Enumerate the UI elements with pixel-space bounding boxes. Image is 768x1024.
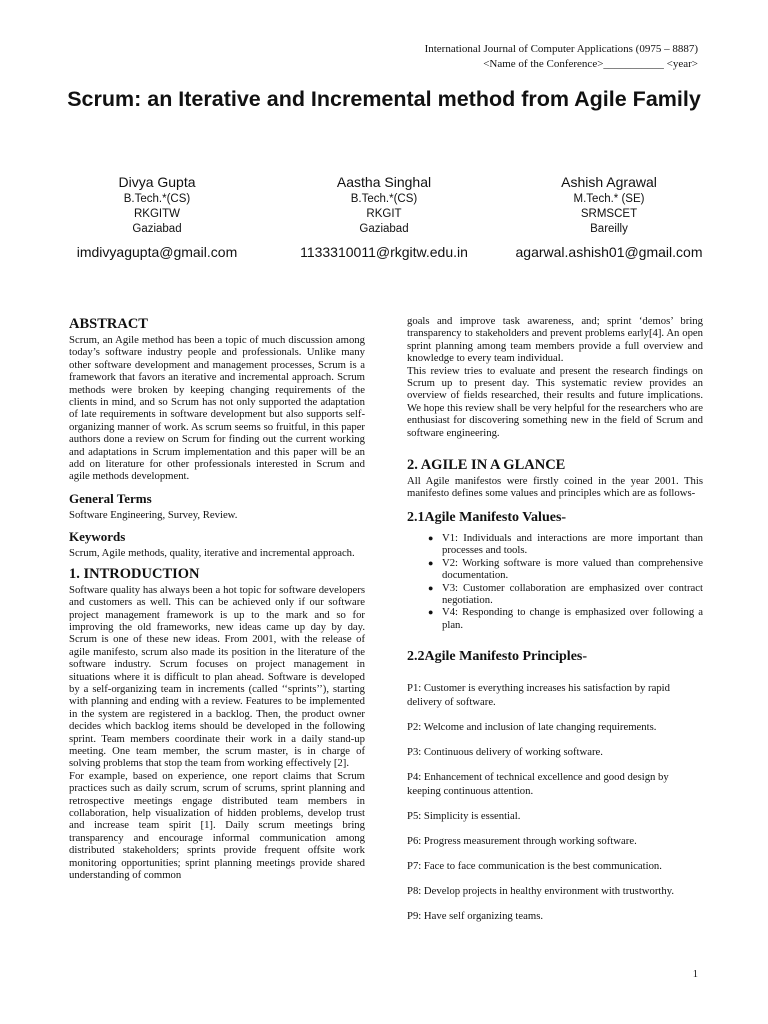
principles-heading: 2.2Agile Manifesto Principles- bbox=[407, 649, 588, 665]
author-city: Gaziabad bbox=[359, 223, 409, 235]
author-degree: B.Tech.*(CS) bbox=[123, 193, 191, 205]
values-list bbox=[407, 532, 703, 631]
right-column bbox=[407, 315, 703, 934]
author-email[interactable]: imdivyagupta@gmail.com bbox=[76, 244, 238, 260]
author-degree: B.Tech.*(CS) bbox=[350, 193, 418, 205]
author-degree: M.Tech.* (SE) bbox=[573, 193, 645, 205]
value-text: V2: Working software is more valued than comprehensive documentation. bbox=[442, 556, 703, 582]
value-item bbox=[428, 556, 703, 582]
principle-item: P3: Continuous delivery of working software. bbox=[407, 746, 603, 759]
value-text: V3: Customer collaboration are emphasized over contract negotiation. bbox=[442, 581, 703, 606]
author-institution: RKGITW bbox=[134, 208, 180, 220]
principle-item: P2: Welcome and inclusion of late changing requirements. bbox=[407, 721, 657, 734]
agile-heading: 2. AGILE IN A GLANCE bbox=[407, 457, 566, 474]
agile-text: All Agile manifestos were firstly coined in the year 2001. This manifesto defines some values and principles which are as follows- bbox=[407, 475, 703, 500]
principle-item: P4: Enhancement of technical excellence and good design by keeping continuous attention. bbox=[407, 771, 669, 798]
abstract-text: Scrum, an Agile method has been a topic of much discussion among today’s software industry people and professionals. Unlike many other software development and management processes, Scrum is a framework that favors an iterative and incremental approach. Scrum methods were broken by keeping changing requirements of the clients in mind, and so Scrum has not only supported the adaptation of late requirements in software development but also supports self-organizing manner of work. As scrum seems so fruitful, in this paper authors done a review on Scrum for finding out the current working and adaptations in Scrum implementation and this paper will be an add on literature for other professionals interested in Scrum and agile methods development. bbox=[69, 334, 365, 483]
principle-item: P1: Customer is everything increases his satisfaction by rapid delivery of software. bbox=[407, 682, 670, 709]
value-item bbox=[428, 581, 703, 607]
value-text: V1: Individuals and interactions are more important than processes and tools. bbox=[442, 531, 703, 557]
value-item bbox=[428, 606, 703, 631]
page-number: 1 bbox=[692, 969, 698, 980]
value-item bbox=[428, 531, 703, 557]
introduction-paragraph: Software quality has always been a hot topic for software developers and customers as well. This can be achieved only if our software project management framework is up to the mark and so for improving the old frameworks, new ideas came up day by day. Scrum is one of these new ideas. From 2001, with the release of agile manifesto, scrum also made its position in the literature of the software industry. Scrum focuses on project management in situations where it is difficult to plan ahead. Software is developed by a self-organizing team in increments (called ‘‘sprints’’), starting with planning and ending with a review. Features to be implemented in the system are registered in a backlog. Then, the product owner decides which backlog items should be developed in the following sprint. Team members coordinate their work in a daily stand-up meeting. One team member, the scrum master, is in charge of solving problems that stop the team from working effectively [2]. bbox=[69, 583, 365, 770]
author-block bbox=[509, 173, 709, 262]
left-column bbox=[69, 312, 365, 881]
general-terms-heading: General Terms bbox=[69, 490, 152, 506]
author-name: Divya Gupta bbox=[118, 174, 196, 190]
principle-item: P7: Face to face communication is the best communication. bbox=[407, 860, 662, 873]
author-institution: SRMSCET bbox=[580, 208, 638, 220]
principle-item: P9: Have self organizing teams. bbox=[407, 910, 544, 923]
value-text: V4: Responding to change is emphasized over following a plan. bbox=[442, 606, 703, 631]
general-terms-text: Software Engineering, Survey, Review. bbox=[69, 508, 238, 521]
principle-item: P8: Develop projects in healthy environment with trustworthy. bbox=[407, 885, 675, 898]
conference-line: <Name of the Conference>___________ <year> bbox=[483, 58, 698, 70]
author-block bbox=[57, 173, 257, 262]
bullet-icon: ● bbox=[428, 607, 434, 618]
values-heading: 2.1Agile Manifesto Values- bbox=[407, 509, 567, 525]
author-city: Gaziabad bbox=[132, 223, 182, 235]
continued-paragraph: goals and improve task awareness, and; sprint ‘demos’ bring transparency to stakeholders and prevent problems early[4]. An open sprint planning among team members provide a full overview and knowledge to every team individual. bbox=[407, 315, 703, 365]
author-email[interactable]: 1133310011@rkgitw.edu.in bbox=[300, 244, 468, 260]
keywords-text: Scrum, Agile methods, quality, iterative and incremental approach. bbox=[69, 547, 355, 560]
author-name: Ashish Agrawal bbox=[561, 174, 657, 190]
abstract-heading: ABSTRACT bbox=[69, 316, 148, 332]
author-email[interactable]: agarwal.ashish01@gmail.com bbox=[515, 244, 703, 260]
principle-item: P6: Progress measurement through working software. bbox=[407, 835, 637, 848]
journal-name: International Journal of Computer Applications (0975 – 8887) bbox=[424, 43, 698, 55]
author-institution: RKGIT bbox=[366, 208, 402, 220]
author-name: Aastha Singhal bbox=[336, 174, 432, 190]
review-paragraph: This review tries to evaluate and present the research findings on Scrum up to present day. This systematic review provides an overview of fields researched, their results and future implications. We hope this review shall be very helpful for the researchers who are enthusiast for discovering something new in the field of Scrum and software engineering. bbox=[407, 364, 703, 439]
paper-title: Scrum: an Iterative and Incremental method from Agile Family bbox=[67, 87, 701, 111]
author-city: Bareilly bbox=[590, 223, 628, 235]
bullet-icon: ● bbox=[428, 557, 434, 568]
journal-header bbox=[425, 42, 698, 72]
keywords-heading: Keywords bbox=[69, 529, 126, 545]
bullet-icon: ● bbox=[428, 582, 434, 593]
author-block bbox=[284, 173, 484, 262]
introduction-heading: 1. INTRODUCTION bbox=[69, 565, 200, 582]
introduction-paragraph: For example, based on experience, one report claims that Scrum practices such as daily scrum, scrum of scrums, sprint planning and retrospective meetings engage distributed team members in collaboration, help visualization of hidden problems, develop trust and increase team spirit [1]. Daily scrum meetings bring transparency and encourage informal communication among distributed stakeholders; sprints provide frequent offsite work monitoring opportunities; sprint planning meetings provide shared understanding of common bbox=[69, 769, 365, 882]
bullet-icon: ● bbox=[428, 532, 434, 543]
principle-item: P5: Simplicity is essential. bbox=[407, 810, 521, 823]
